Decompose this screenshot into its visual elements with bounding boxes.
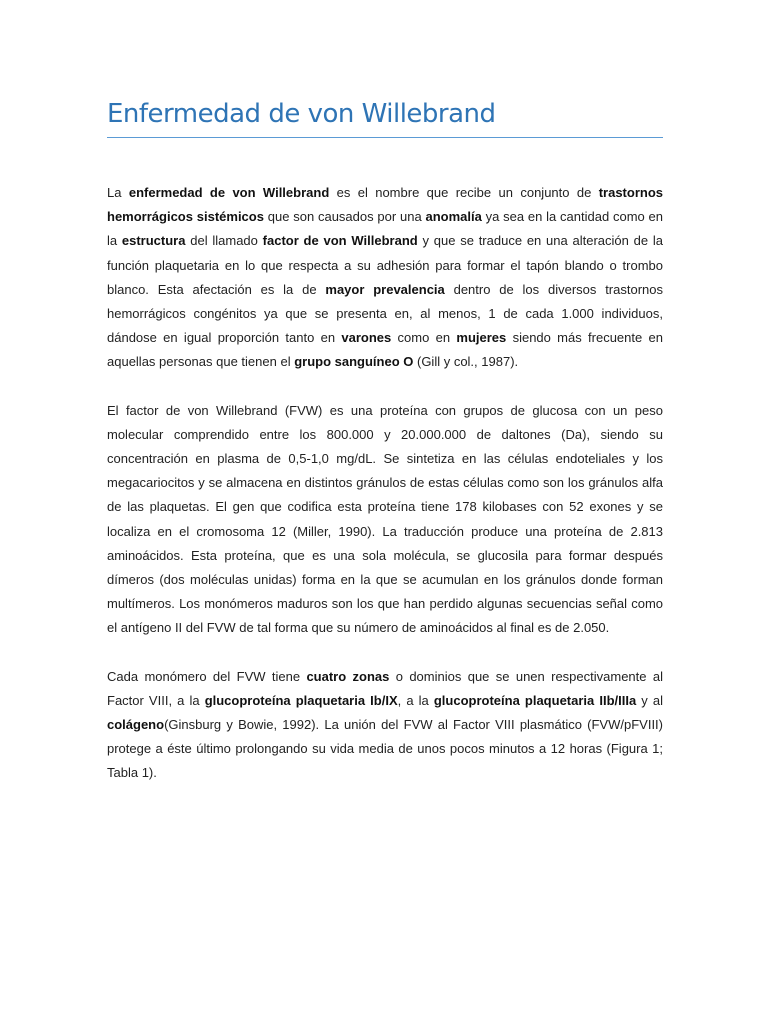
title-underline [107, 137, 663, 138]
text-segment: La [107, 185, 129, 200]
text-segment: (Gill y col., 1987). [413, 354, 519, 370]
bold-term: trastornos hemorrágicos sistémicos [107, 185, 663, 225]
bold-term: colágeno [107, 717, 165, 733]
bold-term: enfermedad de von Willebrand [128, 185, 330, 200]
bold-term: glucoproteína plaquetaria Ib/IX [204, 692, 398, 708]
paragraph-2 [107, 399, 663, 641]
text-segment: , a la [397, 692, 434, 708]
bold-term: mujeres [456, 330, 507, 346]
bold-term: anomalía [425, 209, 482, 225]
bold-term: grupo sanguíneo O [294, 354, 414, 370]
text-segment: Cada monómero del FVW tiene [107, 668, 307, 684]
bold-term: estructura [121, 233, 186, 249]
bold-term: cuatro zonas [306, 668, 390, 684]
document-title: Enfermedad de von Willebrand [107, 99, 496, 129]
paragraph-1 [107, 181, 663, 375]
text-segment: y al [636, 692, 663, 708]
text-segment: que son causados por una [263, 209, 426, 225]
text-segment: del llamado [185, 233, 263, 249]
text-segment: ya sea en la cantidad como en la [107, 209, 663, 249]
text-segment: es el nombre que recibe un conjunto de [329, 185, 599, 200]
text-segment: dentro de los diversos trastornos hemorrágicos congénitos ya que se presenta en, al menos, 1 de cada 1.000 individuos, dándose en igual proporción tanto en [107, 281, 663, 346]
text-segment: como en [391, 330, 457, 346]
bold-term: glucoproteína plaquetaria IIb/IIIa [433, 692, 637, 708]
text-segment: (Ginsburg y Bowie, 1992). La unión del FVW al Factor VIII plasmático (FVW/pFVIII) protege a éste último prolongando su vida media de unos pocos minutos a 12 horas (Figura 1; Tabla 1). [107, 717, 663, 781]
bold-term: mayor prevalencia [325, 281, 445, 297]
document-body [107, 181, 663, 786]
bold-term: varones [341, 330, 392, 346]
text-segment: siendo más frecuente en aquellas personas que tienen el [107, 330, 663, 370]
text-segment: y que se traduce en una alteración de la función plaquetaria en lo que respecta a su adhesión para formar el tapón blando o trombo blanco. Esta afectación es la de [107, 233, 663, 297]
text-segment: o dominios que se unen respectivamente al Factor VIII, a la [107, 668, 663, 708]
paragraph-3 [107, 665, 663, 786]
bold-term: factor de von Willebrand [262, 233, 418, 249]
text-segment: El factor de von Willebrand (FVW) es una proteína con grupos de glucosa con un peso molecular comprendido entre los 800.000 y 20.000.000 de daltones (Da), siendo su concentración en plasma de 0,5-1,0 mg/dL. Se sintetiza en las células endoteliales y los megacariocitos y se almacena en distintos gránulos de estas células como son los gránulos alfa de las plaquetas. El gen que codifica esta proteína tiene 178 kilobases con 52 exones y se localiza en el cromosoma 12 (Miller, 1990). La traducción produce una proteína de 2.813 aminoácidos. Esta proteína, que es una sola molécula, se glucosila para formar después dímeros (dos moléculas unidas) forma en la que se acumulan en los gránulos donde forman multímeros. Los monómeros maduros son los que han perdido algunas secuencias señal como el antígeno II del FVW de tal forma que su número de aminoácidos al final es de 2.050. [107, 402, 663, 636]
